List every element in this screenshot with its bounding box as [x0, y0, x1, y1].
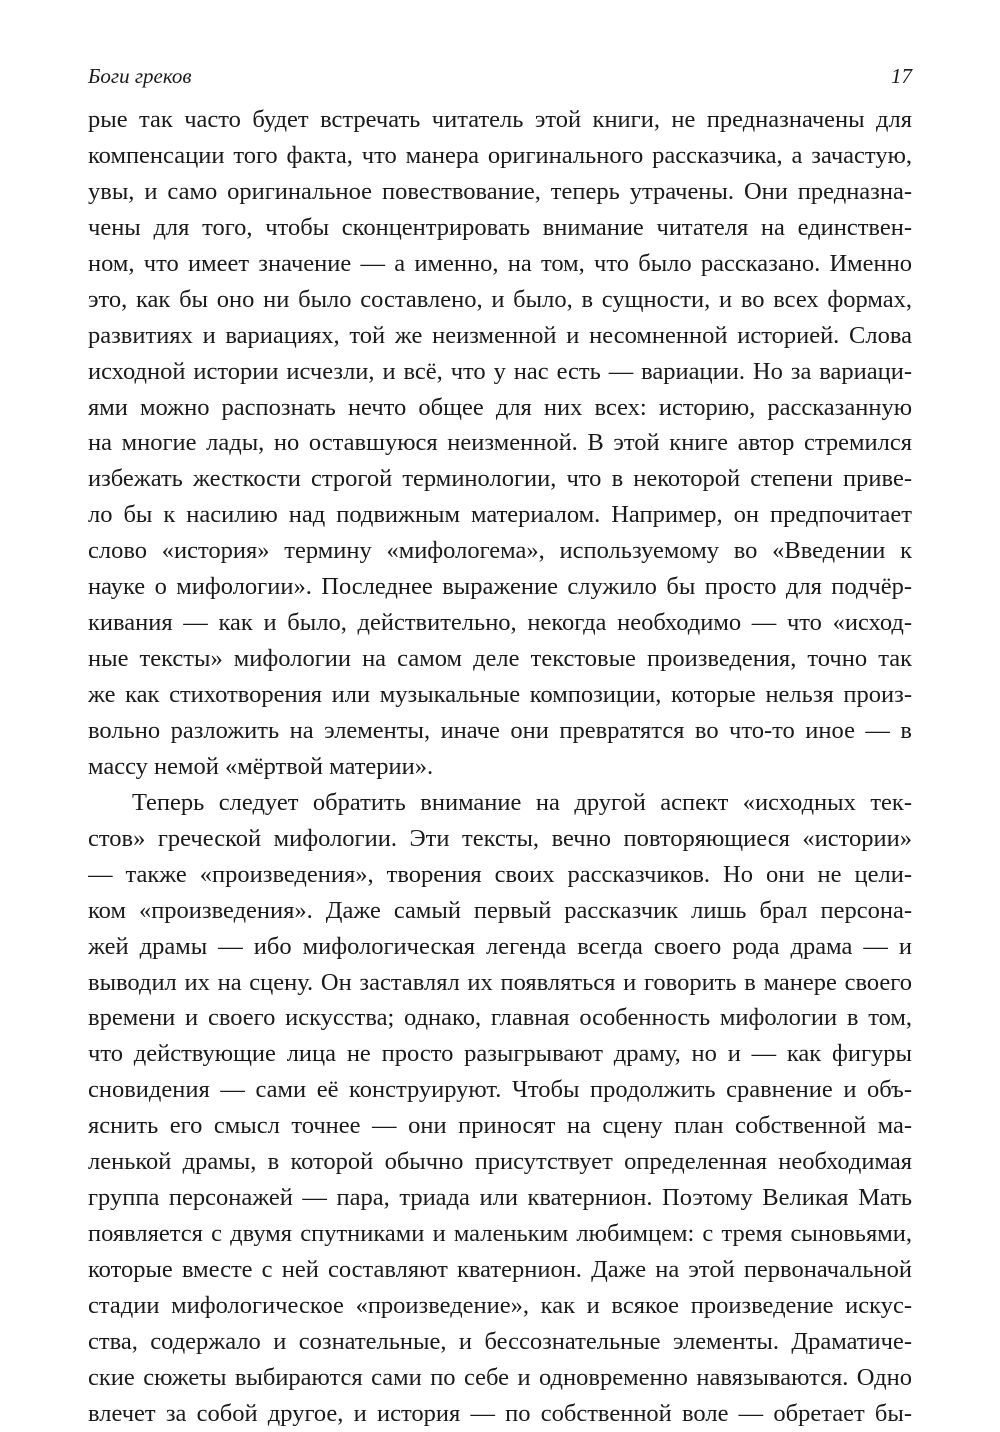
text-line: стадии мифологическое «произведение», как и всякое произведение искус-	[88, 1291, 912, 1319]
text-line: ями можно распознать нечто общее для них всех: историю, рассказанную	[88, 393, 912, 421]
paragraph-end-line: массу немой «мёртвой материи».	[88, 752, 434, 780]
text-line: яснить его смысл точнее — они приносят на сцену план собственной ма-	[88, 1112, 912, 1140]
text-line: влечет за собой другое, и история — по собственной воле — обретает бы-	[88, 1399, 912, 1427]
text-line: ские сюжеты выбираются сами по себе и одновременно навязываются. Одно	[88, 1363, 912, 1391]
text-line: появляется с двумя спутниками и маленьким любимцем: с тремя сыновьями,	[88, 1220, 912, 1248]
text-line: компенсации того факта, что манера оригинального рассказчика, а зачастую,	[88, 141, 912, 169]
text-line: исходной истории исчезли, и всё, что у нас есть — вариации. Но за вариаци-	[88, 357, 912, 385]
text-line: увы, и само оригинальное повествование, теперь утрачены. Они предназна-	[88, 177, 912, 205]
text-line: ные тексты» мифологии на самом деле текстовые произведения, точно так	[88, 645, 912, 673]
paragraph-start-line: Теперь следует обратить внимание на другой аспект «исходных тек-	[132, 788, 912, 816]
text-line: же как стихотворения или музыкальные композиции, которые нельзя произ-	[88, 681, 912, 708]
text-line: науке о мифологии». Последнее выражение служило бы просто для подчёр-	[88, 573, 912, 601]
text-line: ло бы к насилию над подвижным материалом. Например, он предпочитает	[88, 501, 912, 529]
text-line: жей драмы — ибо мифологическая легенда всегда своего рода драма — и	[88, 932, 912, 960]
body-text	[88, 102, 912, 1432]
page-number: 17	[891, 64, 912, 88]
text-line: ном, что имеет значение — а именно, на том, что было рассказано. Именно	[88, 249, 912, 277]
text-line: слово «история» термину «мифологема», используемому во «Введении к	[88, 537, 912, 565]
text-line: ленькой драмы, в которой обычно присутствует определенная необходимая	[88, 1148, 912, 1176]
running-head	[88, 64, 912, 92]
text-line: выводил их на сцену. Он заставлял их появляться и говорить в манере своего	[88, 968, 912, 996]
text-line: вольно разложить на элементы, иначе они превратятся во что-то иное — в	[88, 716, 912, 744]
text-line: чены для того, чтобы сконцентрировать внимание читателя на единствен-	[88, 213, 912, 241]
text-line: которые вместе с ней составляют кватернион. Даже на этой первоначальной	[88, 1256, 912, 1283]
text-line: стов» греческой мифологии. Эти тексты, вечно повторяющиеся «истории»	[88, 824, 912, 852]
text-line: ства, содержало и сознательные, и бессознательные элементы. Драматиче-	[88, 1327, 912, 1355]
text-line: избежать жесткости строгой терминологии, что в некоторой степени приве-	[88, 465, 912, 493]
text-line: группа персонажей — пара, триада или кватернион. Поэтому Великая Мать	[88, 1184, 912, 1212]
text-line: рые так часто будет встречать читатель этой книги, не предназначены для	[88, 106, 912, 133]
text-line: — также «произведения», творения своих рассказчиков. Но они не цели-	[88, 860, 912, 888]
text-line: на многие лады, но оставшуюся неизменной. В этой книге автор стремился	[88, 429, 912, 457]
text-line: что действующие лица не просто разыгрывают драму, но и — как фигуры	[88, 1040, 912, 1068]
text-line: кивания — как и было, действительно, некогда необходимо — что «исход-	[88, 609, 912, 637]
running-title: Боги греков	[88, 64, 192, 88]
text-line: ком «произведения». Даже самый первый рассказчик лишь брал персона-	[88, 896, 912, 924]
text-line: это, как бы оно ни было составлено, и было, в сущности, и во всех формах,	[88, 285, 912, 313]
text-line: сновидения — сами её конструируют. Чтобы продолжить сравнение и объ-	[88, 1076, 912, 1104]
text-line: времени и своего искусства; однако, главная особенность мифологии в том,	[88, 1004, 912, 1032]
text-line: развитиях и вариациях, той же неизменной и несомненной историей. Слова	[88, 321, 912, 349]
